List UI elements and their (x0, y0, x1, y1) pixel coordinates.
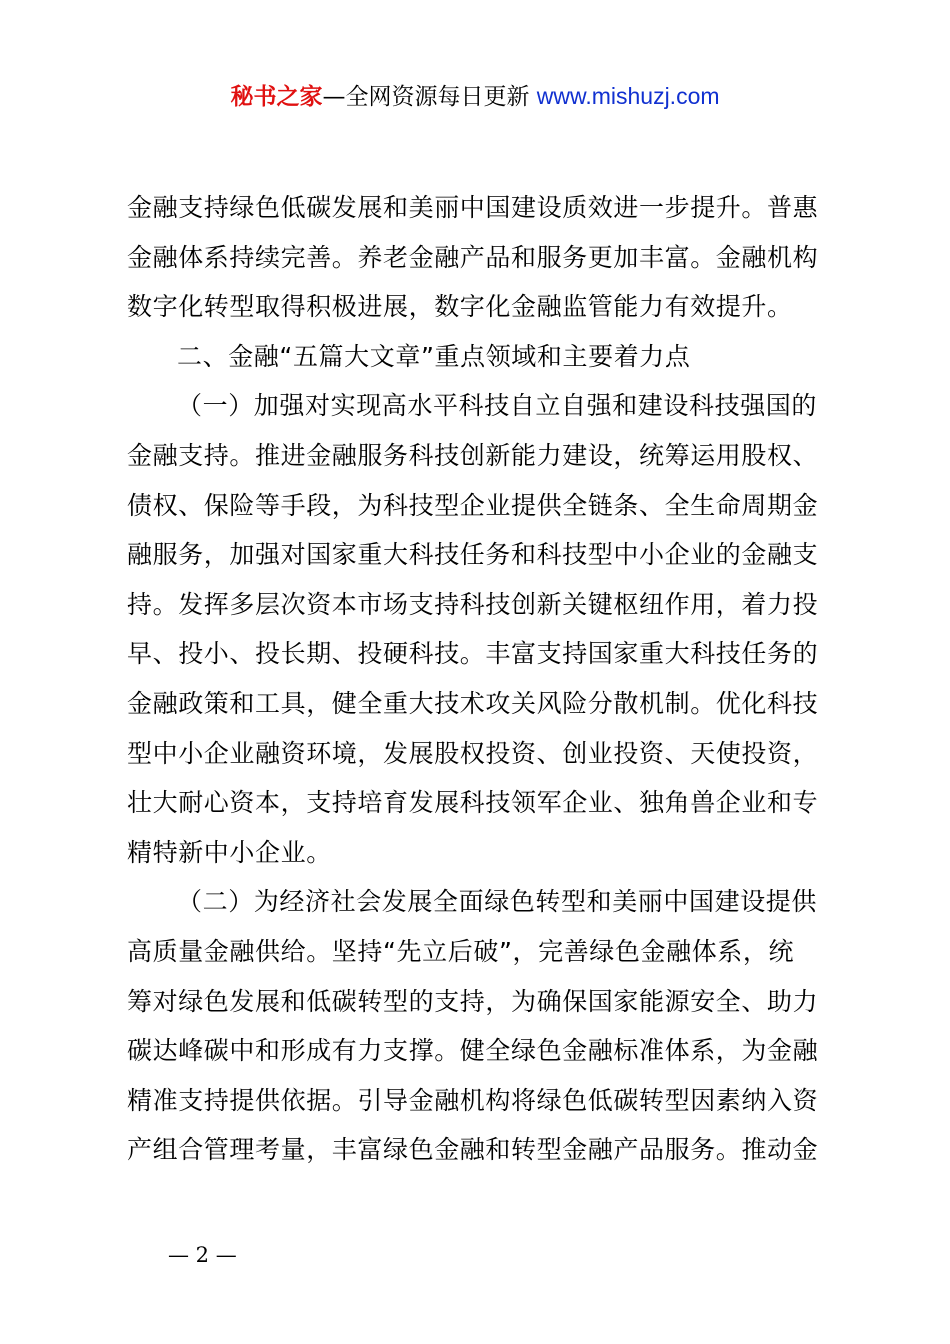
text-line: 二、金融“五篇大文章”重点领域和主要着力点 (177, 341, 691, 371)
text-line: 精准支持提供依据。引导金融机构将绿色低碳转型因素纳入资 (127, 1085, 819, 1115)
text-line: 碳达峰碳中和形成有力支撑。健全绿色金融标准体系，为金融 (127, 1036, 819, 1066)
site-header (0, 80, 950, 113)
page-number: — 2 — (168, 1243, 237, 1267)
text-line: 债权、保险等手段，为科技型企业提供全链条、全生命周期金 (127, 490, 819, 520)
text-line: 早、投小、投长期、投硬科技。丰富支持国家重大科技任务的 (127, 639, 819, 669)
site-brand-name: 秘书之家 (230, 84, 323, 110)
text-line: 金融政策和工具，健全重大技术攻关风险分散机制。优化科技 (127, 688, 819, 718)
text-line: 壮大耐心资本，支持培育发展科技领军企业、独角兽企业和专 (127, 788, 819, 818)
body-paragraph (127, 332, 833, 382)
text-line: 产组合管理考量，丰富绿色金融和转型金融产品服务。推动金 (127, 1135, 819, 1165)
text-line: 精特新中小企业。 (127, 837, 332, 867)
site-url-link[interactable]: www.mishuzj.com (536, 83, 720, 109)
text-line: 型中小企业融资环境，发展股权投资、创业投资、天使投资， (127, 738, 819, 768)
body-paragraph (127, 877, 833, 1175)
text-line: （二）为经济社会发展全面绿色转型和美丽中国建设提供 (177, 887, 818, 917)
site-tagline: —全网资源每日更新 (322, 84, 530, 110)
text-line: 金融体系持续完善。养老金融产品和服务更加丰富。金融机构 (127, 242, 819, 272)
text-line: 持。发挥多层次资本市场支持科技创新关键枢纽作用，着力投 (127, 589, 819, 619)
text-line: 筹对绿色发展和低碳转型的支持，为确保国家能源安全、助力 (127, 986, 819, 1016)
text-line: 高质量金融供给。坚持“先立后破”，完善绿色金融体系，统 (127, 936, 795, 966)
body-paragraph (127, 183, 833, 332)
body-paragraph (127, 381, 833, 877)
document-body (127, 183, 833, 1175)
text-line: 数字化转型取得积极进展，数字化金融监管能力有效提升。 (127, 292, 793, 322)
text-line: 融服务，加强对国家重大科技任务和科技型中小企业的金融支 (127, 540, 819, 570)
text-line: 金融支持。推进金融服务科技创新能力建设，统筹运用股权、 (127, 440, 819, 470)
text-line: 金融支持绿色低碳发展和美丽中国建设质效进一步提升。普惠 (127, 193, 819, 222)
text-line: （一）加强对实现高水平科技自立自强和建设科技强国的 (177, 391, 818, 421)
